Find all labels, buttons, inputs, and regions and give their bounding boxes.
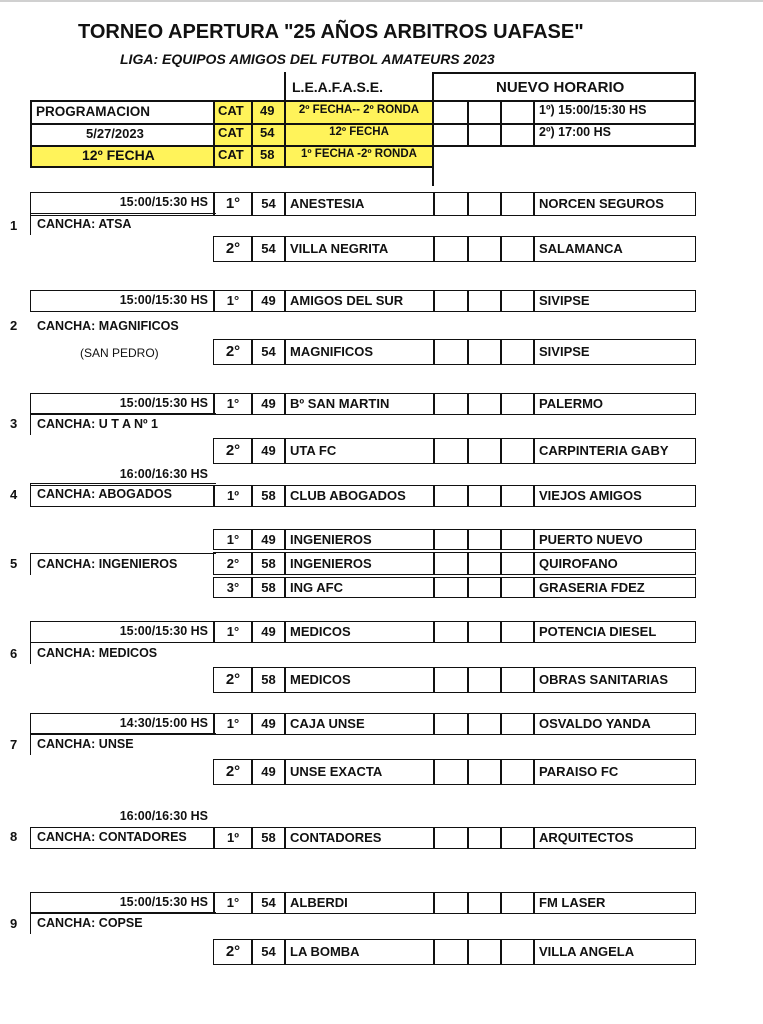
block-number: 9 [10,916,18,931]
cat-description: 12º FECHA [329,126,389,138]
cat-label: CAT [218,125,244,140]
match-order: 1° [226,624,240,639]
home-team: UNSE EXACTA [290,764,383,779]
cat-number: 58 [260,147,275,162]
match-order: 1° [226,293,240,308]
cat-label: CAT [218,103,244,118]
home-team: INGENIEROS [290,556,372,571]
cancha-label: CANCHA: INGENIEROS [37,557,178,571]
cat-label: CAT [218,147,244,162]
away-team: QUIROFANO [539,556,618,571]
match-category: 58 [261,488,276,503]
cat-description: 1º FECHA -2º RONDA [301,148,417,160]
kickoff-time: 16:00/16:30 HS [119,467,208,481]
block-number: 2 [10,318,18,333]
block-number: 7 [10,737,18,752]
match-category: 54 [261,241,276,256]
home-team: MAGNIFICOS [290,344,374,359]
match-category: 49 [261,624,276,639]
block-number: 4 [10,487,18,502]
home-team: CLUB ABOGADOS [290,488,406,503]
match-order: 2° [225,671,241,688]
away-team: VILLA ANGELA [539,944,635,959]
kickoff-time: 15:00/15:30 HS [119,396,208,410]
horario-entry: 2º) 17:00 HS [539,125,611,139]
home-team: ANESTESIA [290,196,365,211]
away-team: PUERTO NUEVO [539,532,643,547]
match-category: 49 [261,293,276,308]
away-team: CARPINTERIA GABY [539,443,669,458]
match-order: 1° [226,895,240,910]
match-order: 2° [225,442,241,459]
away-team: NORCEN SEGUROS [539,196,664,211]
match-order: 1° [226,716,240,731]
page-title: TORNEO APERTURA "25 AÑOS ARBITROS UAFASE" [78,21,584,43]
cat-number: 54 [260,125,275,140]
programacion-label: PROGRAMACION [36,104,150,119]
home-team: MEDICOS [290,624,351,639]
block-number: 8 [10,829,18,844]
match-category: 49 [261,532,276,547]
cat-number: 49 [260,103,275,118]
home-team: ING AFC [290,580,343,595]
match-order: 1º [227,830,239,845]
horario-entry: 1º) 15:00/15:30 HS [539,103,647,117]
away-team: ARQUITECTOS [539,830,634,845]
match-order: 2° [225,943,241,960]
match-order: 2° [225,343,241,360]
away-team: PARAISO FC [539,764,619,779]
cancha-label: CANCHA: CONTADORES [37,830,187,844]
block-number: 6 [10,646,18,661]
block-number: 5 [10,556,18,571]
match-order: 1° [226,396,240,411]
home-team: VILLA NEGRITA [290,241,389,256]
kickoff-time: 15:00/15:30 HS [119,293,208,307]
home-team: CAJA UNSE [290,716,365,731]
cancha-label: CANCHA: ABOGADOS [37,487,172,501]
home-team: Bº SAN MARTIN [290,396,390,411]
cancha-label: CANCHA: UNSE [37,737,134,751]
match-order: 1º [227,488,239,503]
match-category: 54 [261,196,276,211]
match-order: 2° [225,763,241,780]
cancha-label: CANCHA: COPSE [37,916,143,930]
match-order: 2° [226,556,240,571]
away-team: POTENCIA DIESEL [539,624,657,639]
home-team: CONTADORES [290,830,382,845]
kickoff-time: 14:30/15:00 HS [119,716,208,730]
cancha-label: CANCHA: MEDICOS [37,646,158,660]
match-category: 54 [261,895,276,910]
match-order: 1° [226,532,240,547]
cancha-note: (SAN PEDRO) [80,346,159,360]
cancha-label: CANCHA: MAGNIFICOS [37,319,179,333]
match-order: 3° [226,580,240,595]
cancha-label: CANCHA: ATSA [37,217,132,231]
match-order: 1° [225,195,241,212]
away-team: VIEJOS AMIGOS [539,488,642,503]
away-team: SIVIPSE [539,344,590,359]
block-number: 1 [10,218,18,233]
match-category: 58 [261,672,276,687]
away-team: FM LASER [539,895,606,910]
cancha-label: CANCHA: U T A Nº 1 [37,417,158,431]
home-team: INGENIEROS [290,532,372,547]
home-team: ALBERDI [290,895,348,910]
away-team: GRASERIA FDEZ [539,580,645,595]
league-subtitle: LIGA: EQUIPOS AMIGOS DEL FUTBOL AMATEURS 2023 [120,51,495,67]
match-category: 58 [261,830,276,845]
home-team: LA BOMBA [290,944,360,959]
kickoff-time: 15:00/15:30 HS [119,624,208,638]
fecha-label: 12º FECHA [82,147,155,163]
away-team: PALERMO [539,396,604,411]
sheet-gridline [0,0,763,2]
match-order: 2° [225,240,241,257]
home-team: UTA FC [290,443,337,458]
league-abbrev: L.E.A.F.A.S.E. [292,79,384,95]
match-category: 58 [261,580,276,595]
block-number: 3 [10,416,18,431]
home-team: MEDICOS [290,672,351,687]
match-category: 49 [261,716,276,731]
match-category: 49 [261,443,276,458]
kickoff-time: 15:00/15:30 HS [119,895,208,909]
home-team: AMIGOS DEL SUR [290,293,404,308]
match-category: 58 [261,556,276,571]
away-team: OBRAS SANITARIAS [539,672,669,687]
away-team: SALAMANCA [539,241,623,256]
match-category: 54 [261,344,276,359]
away-team: SIVIPSE [539,293,590,308]
away-team: OSVALDO YANDA [539,716,651,731]
match-category: 49 [261,396,276,411]
cat-description: 2º FECHA-- 2º RONDA [298,104,420,116]
kickoff-time: 15:00/15:30 HS [119,195,208,209]
nuevo-horario-label: NUEVO HORARIO [496,79,625,96]
match-category: 54 [261,944,276,959]
kickoff-time: 16:00/16:30 HS [119,809,208,823]
programacion-date: 5/27/2023 [86,126,144,141]
match-category: 49 [261,764,276,779]
